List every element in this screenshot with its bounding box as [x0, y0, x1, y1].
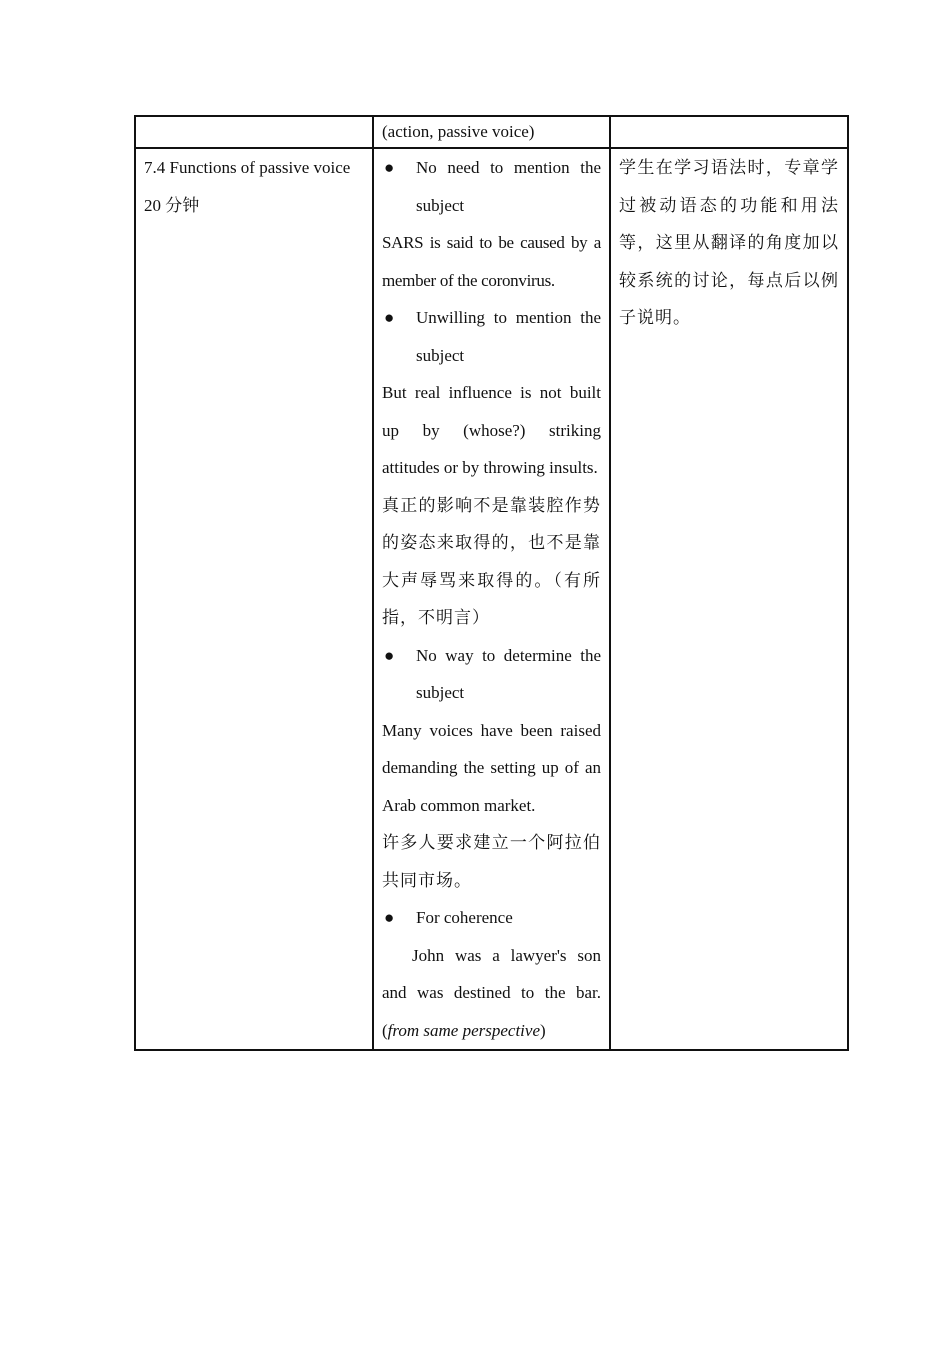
cell-section-title — [135, 148, 373, 1050]
example-en: But real influence is not built up by (whose?) striking attitudes or by throwing insults. — [382, 383, 601, 477]
bullet-item — [382, 149, 601, 224]
example-en — [382, 937, 601, 1050]
bullet-item — [382, 637, 601, 712]
cell-continued-text: (action, passive voice) — [373, 116, 610, 148]
paren: ( — [382, 1020, 388, 1040]
bullet-item — [382, 899, 601, 937]
example-en: Many voices have been raised demanding the setting up of an Arab common market. — [382, 720, 601, 815]
cell-teaching-note — [610, 148, 848, 1050]
section-title: 7.4 Functions of passive voice — [144, 158, 351, 177]
bullet-dot-icon: ● — [384, 308, 395, 327]
bullet-dot-icon: ● — [384, 645, 395, 665]
example-zh: 许多人要求建立一个阿拉伯共同市场。 — [382, 833, 601, 890]
example-zh: 真正的影响不是靠装腔作势的姿态来取得的，也不是靠大声辱骂来取得的。（有所指，不明言） — [382, 495, 601, 627]
bullet-text: No way to determine the subject — [416, 645, 601, 702]
bullet-dot-icon: ● — [384, 908, 395, 927]
cell-examples — [373, 148, 610, 1050]
example-note: from same perspective — [387, 1020, 540, 1040]
bullet-text: For coherence — [416, 908, 513, 927]
paren: ) — [540, 1020, 546, 1040]
example-en: SARS is said to be caused by a member of the coronvirus. — [382, 233, 601, 290]
bullet-dot-icon: ● — [384, 158, 395, 177]
cell-empty — [135, 116, 373, 148]
section-duration: 20 分钟 — [144, 195, 200, 215]
bullet-item — [382, 299, 601, 374]
bullet-text: Unwilling to mention the subject — [416, 308, 601, 365]
bullet-text: No need to mention the subject — [416, 158, 601, 215]
teaching-note: 学生在学习语法时，专章学过被动语态的功能和用法等，这里从翻译的角度加以较系统的讨论，每点后以例子说明。 — [619, 158, 839, 327]
example-en-text: John was a lawyer's son and was destined to the bar. — [382, 945, 601, 1002]
table-row — [135, 116, 848, 148]
table-row — [135, 148, 848, 1050]
cell-empty — [610, 116, 848, 148]
lesson-plan-table — [134, 115, 849, 1051]
